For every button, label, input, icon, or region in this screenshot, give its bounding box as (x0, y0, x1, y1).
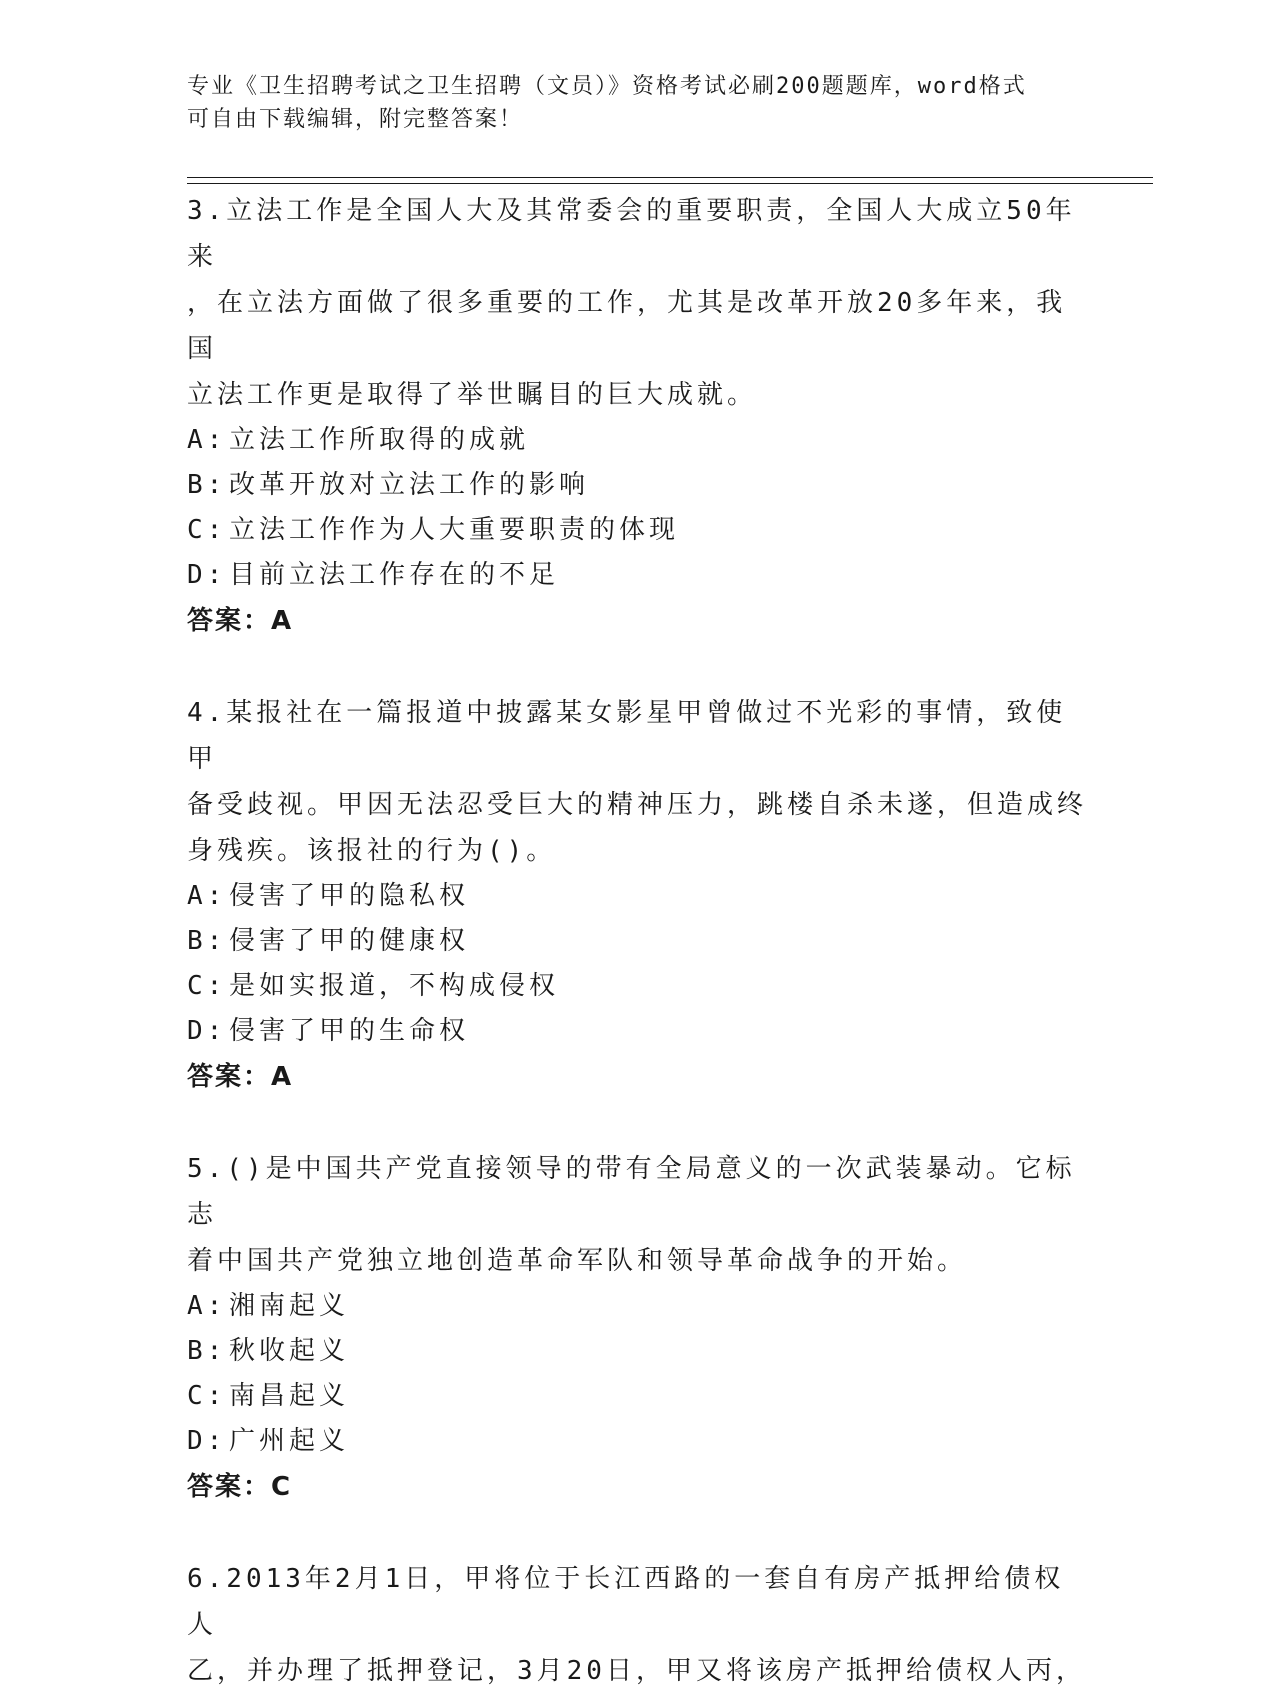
header-divider-top (187, 177, 1153, 178)
header-line-2: 可自由下载编辑，附完整答案！ (187, 107, 524, 132)
option-text: 秋收起义 (229, 1336, 350, 1366)
option-text: 侵害了甲的生命权 (229, 1016, 470, 1046)
option-text: 南昌起义 (229, 1381, 350, 1411)
question-text-line: 3.立法工作是全国人大及其常委会的重要职责，全国人大成立50年来 (187, 196, 1076, 272)
question-text-line: 身残疾。该报社的行为()。 (187, 836, 557, 866)
question-item (187, 690, 1087, 1100)
option-letter: C: (187, 515, 227, 545)
option-text: 侵害了甲的健康权 (229, 926, 470, 956)
answer-label: 答案：C (187, 1472, 293, 1502)
option-d (187, 1419, 1087, 1464)
option-letter: C: (187, 971, 227, 1001)
question-item (187, 1146, 1087, 1510)
option-letter: C: (187, 1381, 227, 1411)
option-text: 立法工作作为人大重要职责的体现 (229, 515, 680, 545)
question-text (187, 1556, 1087, 1694)
answer-label: 答案：A (187, 606, 294, 636)
option-text: 立法工作所取得的成就 (229, 425, 530, 455)
question-text (187, 690, 1087, 874)
option-a (187, 418, 1087, 463)
option-a (187, 1284, 1087, 1329)
answer-label: 答案：A (187, 1062, 294, 1092)
option-text: 改革开放对立法工作的影响 (229, 470, 590, 500)
header-line-1: 专业《卫生招聘考试之卫生招聘（文员）》资格考试必刷200题题库，word格式 (187, 74, 1027, 99)
option-text: 是如实报道，不构成侵权 (229, 971, 560, 1001)
question-text-line: 立法工作更是取得了举世瞩目的巨大成就。 (187, 380, 758, 410)
option-letter: A: (187, 881, 227, 911)
option-a (187, 874, 1087, 919)
question-text-line: 6.2013年2月1日，甲将位于长江西路的一套自有房产抵押给债权人 (187, 1564, 1065, 1640)
header-divider-bottom (187, 183, 1153, 184)
option-text: 广州起义 (229, 1426, 350, 1456)
option-c (187, 964, 1087, 1009)
question-list (187, 188, 1087, 1694)
option-letter: B: (187, 1336, 227, 1366)
option-letter: D: (187, 560, 227, 590)
question-text-line: 着中国共产党独立地创造革命军队和领导革命战争的开始。 (187, 1246, 968, 1276)
option-b (187, 919, 1087, 964)
option-letter: B: (187, 470, 227, 500)
option-d (187, 553, 1087, 598)
option-b (187, 463, 1087, 508)
option-text: 侵害了甲的隐私权 (229, 881, 470, 911)
question-text (187, 188, 1087, 418)
question-text-line: 4.某报社在一篇报道中披露某女影星甲曾做过不光彩的事情，致使甲 (187, 698, 1067, 774)
option-d (187, 1009, 1087, 1054)
question-text (187, 1146, 1087, 1284)
option-letter: B: (187, 926, 227, 956)
question-item (187, 188, 1087, 644)
question-text-line: 乙，并办理了抵押登记，3月20日，甲又将该房产抵押给债权人丙， (187, 1656, 1086, 1686)
option-letter: D: (187, 1016, 227, 1046)
question-text-line: ，在立法方面做了很多重要的工作，尤其是改革开放20多年来，我国 (187, 288, 1067, 364)
question-text-line: 备受歧视。甲因无法忍受巨大的精神压力，跳楼自杀未遂，但造成终 (187, 790, 1088, 820)
option-letter: A: (187, 425, 227, 455)
question-item (187, 1556, 1087, 1694)
option-c (187, 1374, 1087, 1419)
option-letter: A: (187, 1291, 227, 1321)
document-header (187, 70, 1067, 136)
option-b (187, 1329, 1087, 1374)
option-letter: D: (187, 1426, 227, 1456)
option-text: 目前立法工作存在的不足 (229, 560, 560, 590)
question-text-line: 5.()是中国共产党直接领导的带有全局意义的一次武装暴动。它标志 (187, 1154, 1076, 1230)
option-text: 湘南起义 (229, 1291, 350, 1321)
option-c (187, 508, 1087, 553)
